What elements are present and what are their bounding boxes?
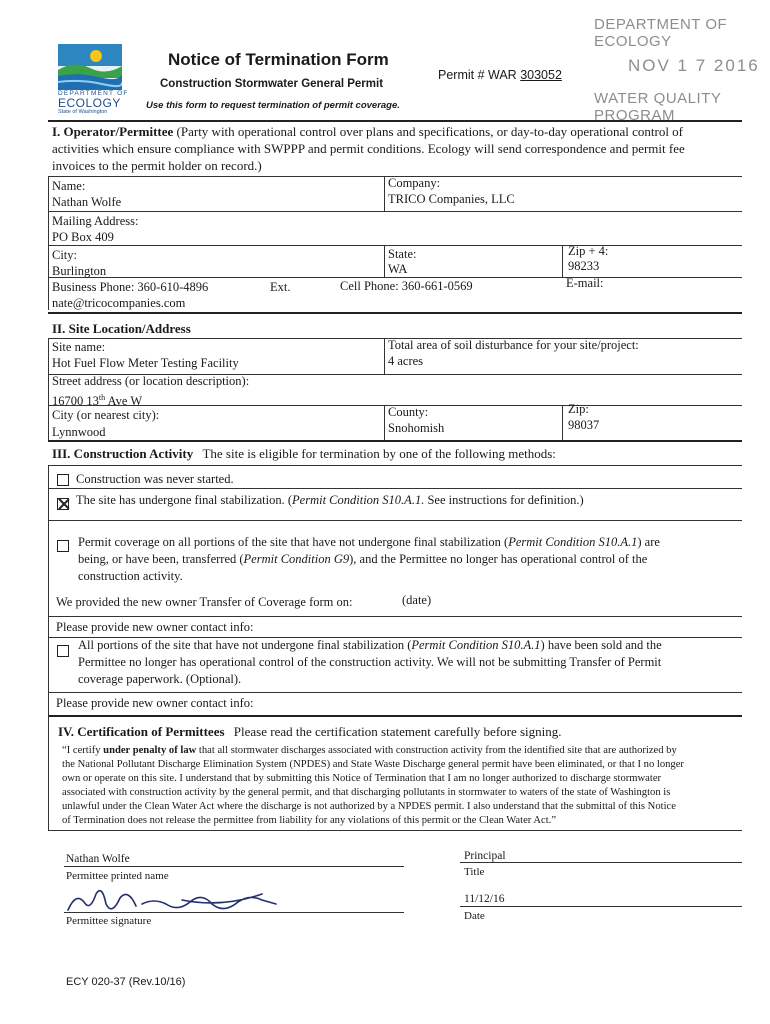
transfer-date: (date) [402,593,432,607]
section3-heading: III. Construction Activity [52,446,194,461]
operator-name: Nathan Wolfe [52,195,122,209]
stamp-program: WATER QUALITY PROGRAM [594,90,722,124]
mailing-label: Mailing Address: [52,214,139,228]
form-subtitle: Construction Stormwater General Permit [160,78,384,90]
company-label: Company: [388,176,441,190]
permit-label: Permit # WAR [438,68,517,82]
site-zip: 98037 [568,418,600,432]
company-name: TRICO Companies, LLC [388,192,515,206]
section2-heading: II. Site Location/Address [52,321,191,336]
city-label: City: [52,248,78,262]
date-label: Date [464,910,485,922]
operator-zip: 98233 [568,259,600,273]
permit-number [438,68,562,82]
site-area: 4 acres [388,354,424,368]
signature-label: Permittee signature [66,915,152,927]
stamp-department: DEPARTMENT OF ECOLOGY [594,16,728,50]
new-owner-label-2: Please provide new owner contact info: [56,696,254,710]
logo-department-of: DEPARTMENT OF [58,90,129,97]
mailing-address: PO Box 409 [52,230,114,244]
form-title: Notice of Termination Form [168,50,389,69]
operator-city: Burlington [52,264,107,278]
permit-value: 303052 [520,68,562,82]
transferred-checkbox[interactable] [57,540,69,552]
stamp-date: NOV 1 7 2016 [628,56,760,75]
never-started-checkbox[interactable] [57,474,69,486]
certification-statement: “I certify under penalty of law that all stormwater discharges associated with construction activity from the identified site that are authorized by the National Pollutant Discharge Elimination System (NPDES) and State Waste Discharge general permit have been eliminated, or that I no longer own or operate on this site. I understand that by submitting this Notice of Termination that I am no longer authorized to discharge stormwater associated with construction activity by the general permit, and that discharging pollutants in stormwater to waters of the state of Washington is unlawful under the Clean Water Act where the discharge is not authorized by a NPDES permit. I also understand that the submittal of this Notice of Termination does not release the permittee from liability for any violations of this permit or the Clean Water Act.” [62,745,684,826]
zip-label: Zip + 4: [568,244,609,258]
section4-desc: Please read the certification statement carefully before signing. [233,724,562,739]
section4-heading-line [58,724,562,739]
operator-name-label: Name: [52,179,86,193]
section1-description: I. Operator/Permittee (Party with operational control over plans and specifications, or day-to-day operational control of [52,124,684,139]
transferred-label: Permit coverage on all portions of the site that have not undergone final stabilization (Permit Condition S10.A.1) are being, or have been, transferred (Permit Condition G9), and the Permittee no longer has operational control of the construction activity. [78,535,660,583]
title-value[interactable]: Principal [464,850,506,862]
business-phone: Business Phone: 360-610-4896 [52,280,209,294]
logo-state: State of Washington [58,109,108,115]
printed-name[interactable]: Nathan Wolfe [66,853,130,865]
street-address: 16700 13th Ave W [52,393,143,409]
cell-phone: Cell Phone: 360-661-0569 [340,279,473,293]
site-county: Snohomish [388,421,445,435]
ecology-logo [58,44,122,90]
sold-label: All portions of the site that have not undergone final stabilization (Permit Condition S10.A.1) have been sold and the Permittee no longer has operational control of the construction activity. We will not be submitting Transfer of Permit coverage paperwork. (Optional). [78,638,662,686]
email-label: E-mail: [566,276,604,290]
final-stabilization-checkbox[interactable] [57,498,69,510]
section1-desc-line2: activities which ensure compliance with SWPPP and permit conditions. Ecology will send correspondence and permit fee [52,141,685,156]
site-name: Hot Fuel Flow Meter Testing Facility [52,356,239,370]
final-stabilization-label: The site has undergone final stabilization. (Permit Condition S10.A.1. See instructions for definition.) [76,493,584,507]
date-value[interactable]: 11/12/16 [464,893,505,905]
operator-state: WA [388,262,408,276]
form-id: ECY 020-37 (Rev.10/16) [66,976,186,988]
printed-name-label: Permittee printed name [66,870,169,882]
street-label: Street address (or location description): [52,374,250,388]
site-zip-label: Zip: [568,402,589,416]
title-label: Title [464,866,485,878]
never-started-label: Construction was never started. [76,472,234,486]
operator-email: nate@tricocompanies.com [52,296,186,310]
section3-desc: The site is eligible for termination by one of the following methods: [202,446,556,461]
site-city-label: City (or nearest city): [52,408,160,422]
sold-checkbox[interactable] [57,645,69,657]
site-name-label: Site name: [52,340,106,354]
section4-heading: IV. Certification of Permittees [58,724,225,739]
transfer-date-label: We provided the new owner Transfer of Coverage form on: [56,595,353,609]
form-instruction: Use this form to request termination of permit coverage. [146,100,400,111]
site-city: Lynnwood [52,425,106,439]
new-owner-label: Please provide new owner contact info: [56,620,254,634]
county-label: County: [388,405,429,419]
state-label: State: [388,247,417,261]
section3-heading-line [52,446,556,461]
ext-label: Ext. [270,280,291,294]
section1-desc-line3: invoices to the permit holder on record.) [52,158,262,173]
area-label: Total area of soil disturbance for your site/project: [388,338,639,352]
logo-ecology: ECOLOGY [58,96,121,110]
section1-heading: I. Operator/Permittee [52,124,174,139]
